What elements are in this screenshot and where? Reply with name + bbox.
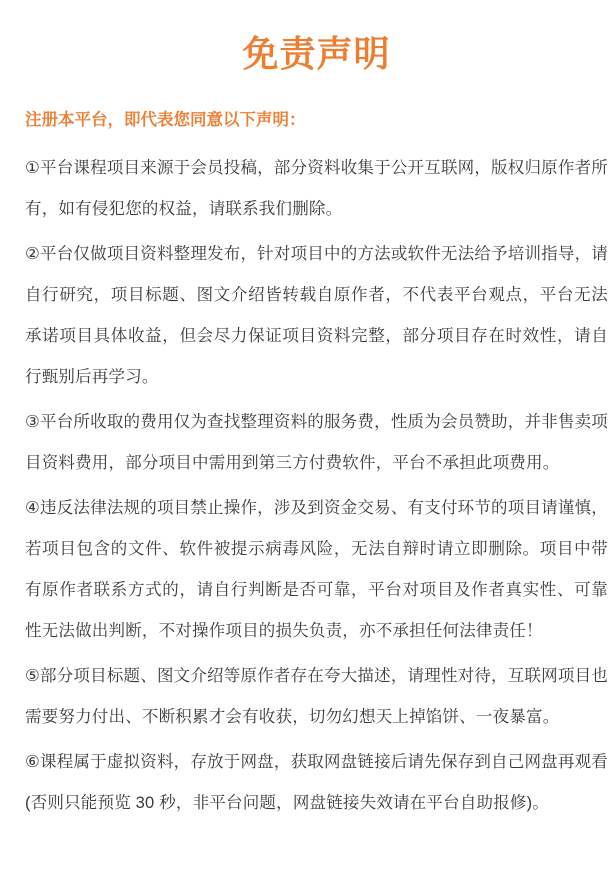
disclaimer-paragraph-1: ①平台课程项目来源于会员投稿，部分资料收集于公开互联网，版权归原作者所有，如有侵犯您的权益，请联系我们删除。 [25,158,608,218]
disclaimer-page [0,31,613,871]
disclaimer-paragraph-5: ⑤部分项目标题、图文介绍等原作者存在夸大描述，请理性对待，互联网项目也需要努力付出、不断积累才会有收获，切勿幻想天上掉馅饼、一夜暴富。 [25,666,608,726]
page-title: 免责声明 [242,33,391,74]
disclaimer-paragraph-2: ②平台仅做项目资料整理发布，针对项目中的方法或软件无法给予培训指导，请自行研究，项目标题、图文介绍皆转载自原作者，不代表平台观点，平台无法承诺项目具体收益，但会尽力保证项目资料完整，部分项目存在时效性，请自行甄别后再学习。 [25,244,608,386]
disclaimer-paragraph-4: ④违反法律法规的项目禁止操作，涉及到资金交易、有支付环节的项目请谨慎，若项目包含的文件、软件被提示病毒风险，无法自辩时请立即删除。项目中带有原作者联系方式的，请自行判断是否可靠，平台对项目及作者真实性、可靠性无法做出判断，不对操作项目的损失负责，亦不承担任何法律责任！ [25,498,608,640]
disclaimer-paragraph-6: ⑥课程属于虚拟资料，存放于网盘，获取网盘链接后请先保存到自己网盘再观看(否则只能预览 30 秒，非平台问题，网盘链接失效请在平台自助报修)。 [25,752,608,812]
disclaimer-intro: 注册本平台，即代表您同意以下声明： [25,110,306,129]
disclaimer-paragraph-3: ③平台所收取的费用仅为查找整理资料的服务费，性质为会员赞助，并非售卖项目资料费用，部分项目中需用到第三方付费软件，平台不承担此项费用。 [25,412,608,472]
